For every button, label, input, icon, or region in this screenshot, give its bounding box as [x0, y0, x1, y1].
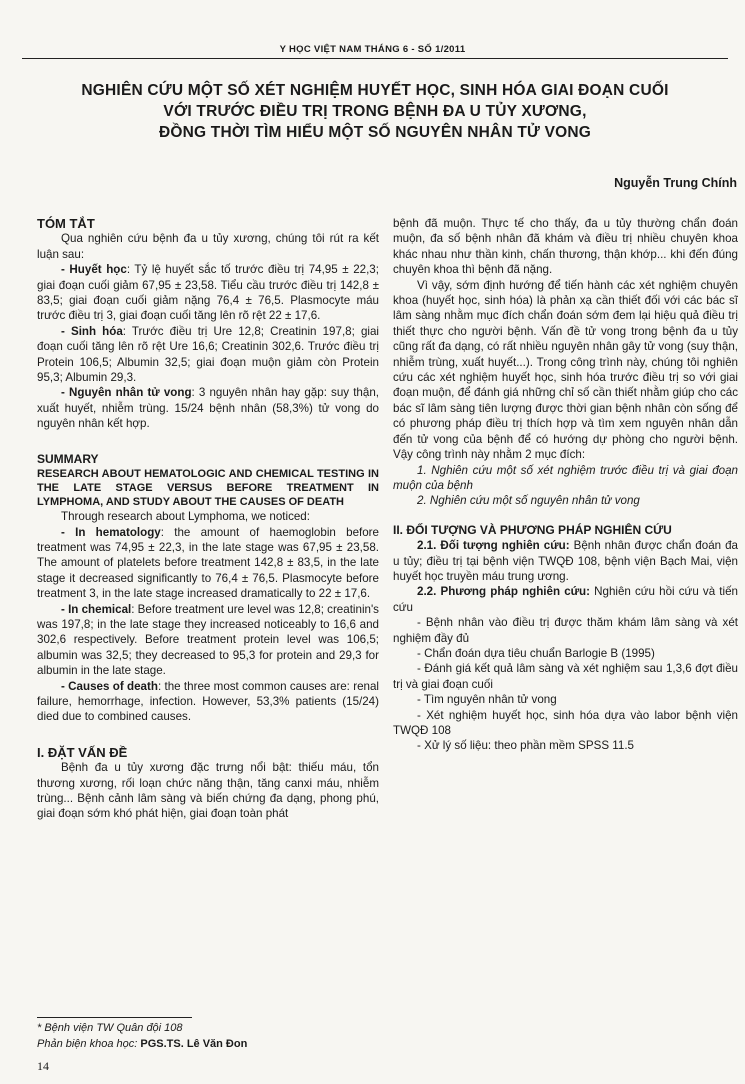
- summary-title: RESEARCH ABOUT HEMATOLOGIC AND CHEMICAL TESTING IN THE LATE STAGE VERSUS BEFORE TREATMENT IN LYMPHOMA, AND STUDY ABOUT THE CAUSES OF DEATH: [37, 468, 379, 509]
- chem-label: - In chemical: [61, 602, 132, 616]
- biochemistry-label: - Sinh hóa: [61, 324, 123, 338]
- subjects-text: Bệnh nhân được chẩn đoán đa u tủy; điều trị tại bệnh viện TWQĐ 108, bệnh viện Bạch Mai, viện huyết học truyền máu trung ương.: [393, 539, 738, 583]
- death-causes-label: - Nguyên nhân tử vong: [61, 386, 192, 400]
- author-name: Nguyễn Trung Chính: [614, 176, 737, 190]
- method-item: - Tìm nguyên nhân tử vong: [417, 693, 557, 707]
- reviewer-name: PGS.TS. Lê Văn Đon: [140, 1038, 248, 1050]
- abstract-hematology: [37, 262, 379, 324]
- biochemistry-text: : Trước điều trị Ure 12,8; Creatinin 197,8; giai đoạn cuối tăng lên rõ rệt Ure 16,6; Creatinin 302,6. Trước điều trị Protein 106,5; Albumin 32,5; giai đoạn muộn giảm còn Protein 95,3; Albumin 29,3.: [37, 324, 379, 385]
- aim-item: 1. Nghiên cứu một số xét nghiệm trước điều trị và giai đoạn muộn của bệnh: [393, 463, 738, 492]
- footnote-rule: [37, 1017, 192, 1018]
- methods-paragraph: [393, 584, 738, 615]
- intro-paragraph: Vì vậy, sớm định hướng để tiến hành các xét nghiệm chuyên khoa (huyết học, sinh hóa) là phản xạ cần thiết đối với các bác sĩ lâm sàng nhằm mục đích chẩn đoán sớm đem lại hiệu quả điều trị thiết thực cho người bệnh. Vấn đề tử vong trong bệnh đa u tủy cũng rất đa dạng, có rất nhiều nguyên nhân gây tử vong (suy thận, nhiễm trùng, xuất huyết...). Trong công trình này, chúng tôi nghiên cứu các xét nghiệm huyết học, sinh hóa trước điều trị so với giai đoạn muộn, để đánh giá những chỉ số cần thiết nhằm giúp cho các bác sĩ lâm sàng tiên lượng được thời gian bệnh nhân còn sống để có phương pháp điều trị thích hợp và tìm xem nguyên nhân dẫn đến tử vong của bệnh để có hướng dự phòng cho người bệnh. Vậy công trình này nhằm 2 mục đích:: [393, 278, 738, 462]
- death-label: - Causes of death: [61, 679, 158, 693]
- title-line: ĐỒNG THỜI TÌM HIỂU MỘT SỐ NGUYÊN NHÂN TỬ VONG: [158, 124, 592, 141]
- aim-item: 2. Nghiên cứu một số nguyên nhân tử vong: [417, 494, 640, 508]
- left-column: [37, 216, 379, 822]
- summary-heading: SUMMARY: [37, 451, 99, 466]
- hem-text: : the amount of haemoglobin before treatment was 74,95 ± 22,3, in the late stage was 67,95 ± 23,58. The amount of platelets before treatment 142,8 ± 83,5, in the late stage it decreased significantly to 76,4 ± 76,5. Plasmocyte before treatment 3, in the late stage increased dramatically to 22 ± 17,6.: [37, 525, 379, 601]
- header-rule: [22, 58, 728, 59]
- abstract-heading: TÓM TẮT: [37, 216, 95, 231]
- method-item: - Bệnh nhân vào điều trị được thăm khám lâm sàng và xét nghiệm đầy đủ: [393, 616, 738, 645]
- subjects-paragraph: [393, 538, 738, 584]
- section-1-paragraph: Bệnh đa u tủy xương đặc trưng nổi bật: thiếu máu, tổn thương xương, rối loạn chức năng thận, tăng canxi máu, nhiễm trùng... Bệnh cảnh lâm sàng và biến chứng đa dạng, phong phú, giai đoạn sớm khó phát hiện, giai đoạn toàn phát: [37, 761, 379, 821]
- methods-label: 2.2. Phương pháp nghiên cứu:: [417, 585, 590, 599]
- method-item: - Xét nghiệm huyết học, sinh hóa dựa vào labor bệnh viện TWQĐ 108: [393, 708, 738, 737]
- subjects-label: 2.1. Đối tượng nghiên cứu:: [417, 539, 570, 553]
- summary-death: [37, 679, 379, 725]
- section-2-heading: II. ĐỐI TƯỢNG VÀ PHƯƠNG PHÁP NGHIÊN CỨU: [393, 522, 672, 537]
- chem-text: : Before treatment ure level was 12,8; creatinin's was 197,8; in the late stage they increased noticeably to 16,6 and 302,6 respectively. Before treatment protein level was 106,5; albumin was 32,5; they decreased to 95,3 for protein and 29,3 for albumin in the late stage.: [37, 602, 379, 678]
- summary-hematology: [37, 525, 379, 602]
- hematology-label: - Huyết học: [61, 263, 127, 277]
- reviewer-label: Phản biện khoa học:: [37, 1038, 141, 1050]
- death-text: : the three most common causes are: renal failure, hemorrhage, infection. However, 53,3% patients (15/24) died due to combined causes.: [37, 679, 379, 724]
- summary-intro: Through research about Lymphoma, we noticed:: [61, 510, 310, 524]
- method-item: - Đánh giá kết quả lâm sàng và xét nghiệm sau 1,3,6 đợt điều trị và giai đoạn cuối: [393, 662, 738, 691]
- journal-header: Y HỌC VIỆT NAM THÁNG 6 - SỐ 1/2011: [279, 44, 466, 55]
- footnote-reviewer: [37, 1038, 387, 1050]
- method-item: - Chẩn đoán dựa tiêu chuẩn Barlogie B (1995): [417, 646, 655, 660]
- death-causes-text: : 3 nguyên nhân hay gặp: suy thận, xuất huyết, nhiễm trùng. 15/24 bệnh nhân (58,3%) tử vong do nguyên nhân kết hợp.: [37, 386, 379, 431]
- summary-chemical: [37, 602, 379, 679]
- method-item: - Xử lý số liệu: theo phần mềm SPSS 11.5: [417, 739, 634, 753]
- title-line: VỚI TRƯỚC ĐIỀU TRỊ TRONG BỆNH ĐA U TỦY XƯƠNG,: [163, 103, 587, 120]
- page-number: 14: [37, 1059, 49, 1073]
- intro-paragraph: bệnh đã muộn. Thực tế cho thấy, đa u tủy thường chẩn đoán muộn, đa số bệnh nhân đã khám và điều trị nhiều chuyên khoa khác nhau như thần kinh, chấn thương, thận khớp... khi đến đúng chuyên khoa thì bệnh đã nặng.: [393, 217, 738, 277]
- title-line: NGHIÊN CỨU MỘT SỐ XÉT NGHIỆM HUYẾT HỌC, SINH HÓA GIAI ĐOẠN CUỐI: [81, 82, 669, 99]
- abstract-biochemistry: [37, 324, 379, 386]
- section-1-heading: I. ĐẶT VẤN ĐỀ: [37, 744, 128, 760]
- footnote-affiliation: * Bệnh viện TW Quân đội 108: [37, 1022, 183, 1034]
- abstract-intro: Qua nghiên cứu bệnh đa u tủy xương, chúng tôi rút ra kết luận sau:: [37, 232, 379, 261]
- hematology-text: : Tỷ lệ huyết sắc tố trước điều trị 74,95 ± 22,3; giai đoạn cuối giảm 67,95 ± 23,58. Tiểu cầu trước điều trị 142,8 ± 83,5; giai đoạn cuối giảm nặng 76,4 ± 76,5. Plasmocyte máu trước điều trị 3, giai đoạn cuối tăng lên rõ rệt 22 ± 17,6.: [37, 263, 379, 323]
- hem-label: - In hematology: [61, 525, 161, 539]
- methods-text: Nghiên cứu hồi cứu và tiến cứu: [393, 585, 738, 614]
- article-title: [40, 80, 710, 143]
- abstract-death-causes: [37, 385, 379, 431]
- right-column: [393, 216, 738, 754]
